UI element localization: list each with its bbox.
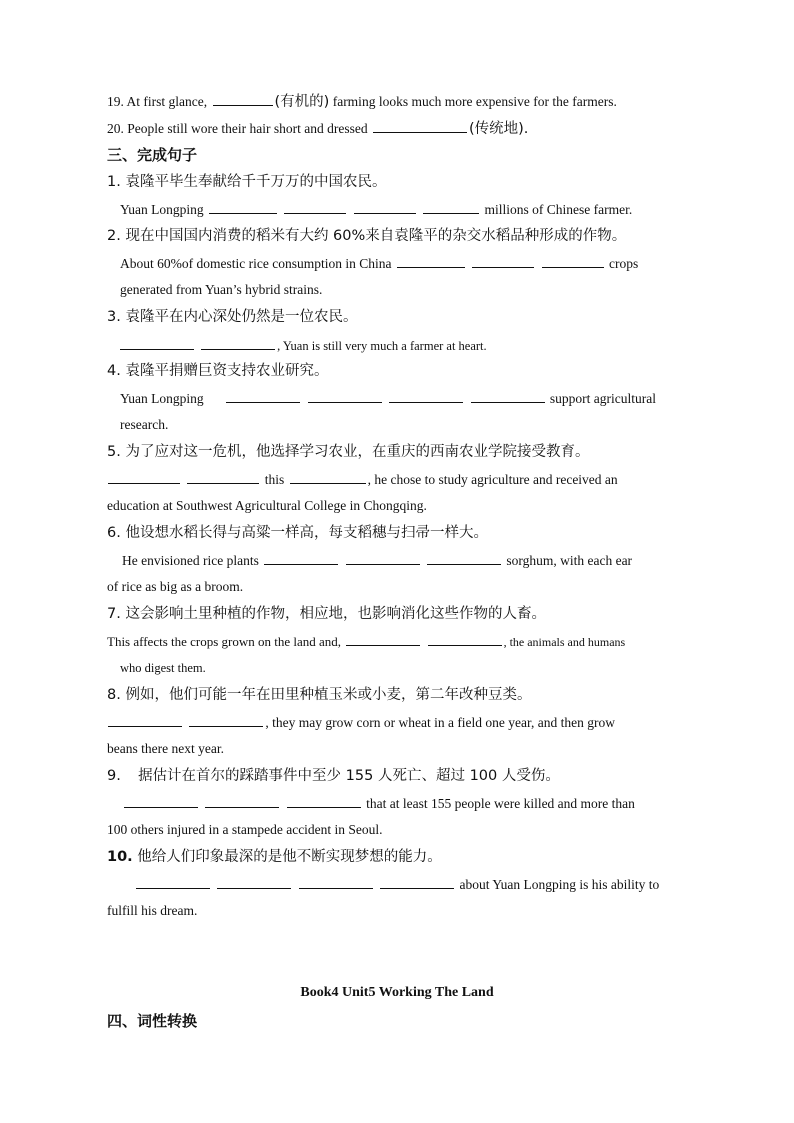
item-19	[107, 92, 617, 111]
answer-blank[interactable]	[108, 713, 182, 727]
item-10-en-cont: fulfill his dream.	[107, 903, 198, 918]
answer-blank[interactable]	[346, 551, 420, 565]
chinese-sentence: 这会影响土里种植的作物，相应地，也影响消化这些作物的人畜。	[125, 606, 546, 622]
item-8-en-cont: beans there next year.	[107, 741, 224, 756]
item-5-zh	[107, 443, 589, 461]
answer-blank[interactable]	[423, 200, 479, 214]
item-3-zh	[107, 308, 357, 326]
item-8-en	[106, 713, 615, 732]
item-number: 2.	[107, 228, 121, 244]
section-heading: 四、词性转换	[107, 1012, 198, 1030]
answer-blank[interactable]	[472, 254, 534, 268]
answer-blank[interactable]	[189, 713, 263, 727]
answer-blank[interactable]	[471, 389, 545, 403]
sentence-text: Yuan Longping	[120, 391, 204, 406]
item-4-zh	[107, 362, 328, 380]
answer-blank[interactable]	[428, 632, 502, 646]
item-4-en	[120, 389, 656, 408]
item-number: 8.	[107, 687, 121, 703]
item-number: 9.	[107, 768, 121, 784]
item-6-en	[122, 551, 632, 570]
hint-text: (传统地).	[468, 121, 529, 137]
unit-title: Book4 Unit5 Working The Land	[300, 985, 494, 1000]
sentence-text: About 60%of domestic rice consumption in China	[120, 256, 392, 271]
sentence-text: , Yuan is still very much a farmer at heart.	[277, 339, 487, 353]
item-text: At first glance,	[126, 94, 208, 109]
sentence-text: , they may grow corn or wheat in a field one year, and then grow	[265, 715, 615, 730]
answer-blank[interactable]	[389, 389, 463, 403]
sentence-text: , the animals and humans	[503, 635, 626, 649]
sentence-text: millions of Chinese farmer.	[484, 202, 633, 217]
sentence-text: support agricultural	[549, 391, 656, 406]
item-5-en-cont: education at Southwest Agricultural College in Chongqing.	[107, 498, 427, 513]
item-4-en-cont: research.	[120, 417, 169, 432]
answer-blank[interactable]	[213, 92, 273, 106]
item-1-zh	[107, 173, 386, 191]
item-6-zh	[107, 524, 488, 542]
item-text: People still wore their hair short and dressed	[127, 121, 368, 136]
sentence-text: about Yuan Longping is his ability to	[459, 877, 660, 892]
chinese-sentence: 现在中国国内消费的稻米有大约 60%来自袁隆平的杂交水稻品种形成的作物。	[125, 228, 627, 244]
answer-blank[interactable]	[542, 254, 604, 268]
item-number: 20.	[107, 121, 124, 136]
item-9-en-cont: 100 others injured in a stampede accident in Seoul.	[107, 822, 383, 837]
item-number: 5.	[107, 444, 121, 460]
answer-blank[interactable]	[264, 551, 338, 565]
answer-blank[interactable]	[290, 470, 366, 484]
sentence-text: sorghum, with each ear	[506, 553, 633, 568]
answer-blank[interactable]	[397, 254, 465, 268]
chinese-sentence: 袁隆平捐赠巨资支持农业研究。	[125, 363, 329, 379]
answer-blank[interactable]	[346, 632, 420, 646]
sentence-text: , he chose to study agriculture and received an	[367, 472, 618, 487]
item-8-zh	[107, 686, 531, 704]
answer-blank[interactable]	[136, 875, 210, 889]
item-2-zh	[107, 227, 626, 245]
answer-blank[interactable]	[287, 794, 361, 808]
sentence-text: crops	[608, 256, 639, 271]
answer-blank[interactable]	[201, 336, 275, 350]
chinese-sentence: 他设想水稻长得与高粱一样高，每支稻穗与扫帚一样大。	[125, 525, 488, 541]
answer-blank[interactable]	[284, 200, 346, 214]
item-number: 7.	[107, 606, 121, 622]
item-10-zh	[107, 848, 442, 866]
answer-blank[interactable]	[299, 875, 373, 889]
answer-blank[interactable]	[217, 875, 291, 889]
item-number: 3.	[107, 309, 121, 325]
answer-blank[interactable]	[308, 389, 382, 403]
answer-blank[interactable]	[205, 794, 279, 808]
answer-blank[interactable]	[187, 470, 259, 484]
item-number: 10.	[107, 849, 133, 865]
answer-blank[interactable]	[108, 470, 180, 484]
item-5-en	[106, 470, 618, 489]
answer-blank[interactable]	[380, 875, 454, 889]
item-number: 4.	[107, 363, 121, 379]
answer-blank[interactable]	[373, 119, 467, 133]
item-text: farming looks much more expensive for the farmers.	[332, 94, 617, 109]
item-9-en	[122, 794, 635, 813]
item-7-zh	[107, 605, 546, 623]
item-10-en	[134, 875, 659, 894]
item-number: 1.	[107, 174, 121, 190]
sentence-text: He envisioned rice plants	[122, 553, 259, 568]
item-6-en-cont: of rice as big as a broom.	[107, 579, 244, 594]
sentence-text: Yuan Longping	[120, 202, 204, 217]
chinese-sentence: 据估计在首尔的踩踏事件中至少 155 人死亡、超过 100 人受伤。	[138, 768, 560, 784]
item-1-en	[120, 200, 632, 219]
answer-blank[interactable]	[226, 389, 300, 403]
item-7-en-cont: who digest them.	[120, 661, 206, 675]
chinese-sentence: 例如，他们可能一年在田里种植玉米或小麦，第二年改种豆类。	[125, 687, 532, 703]
item-9-zh	[107, 767, 560, 785]
chinese-sentence: 袁隆平在内心深处仍然是一位农民。	[125, 309, 358, 325]
answer-blank[interactable]	[124, 794, 198, 808]
hint-text: (有机的)	[274, 94, 330, 110]
chinese-sentence: 为了应对这一危机，他选择学习农业，在重庆的西南农业学院接受教育。	[125, 444, 590, 460]
sentence-text: that at least 155 people were killed and more than	[366, 796, 635, 811]
item-3-en	[118, 336, 487, 355]
chinese-sentence: 他给人们印象最深的是他不断实现梦想的能力。	[137, 849, 442, 865]
item-2-en	[120, 254, 638, 273]
sentence-text: this	[264, 472, 285, 487]
answer-blank[interactable]	[209, 200, 277, 214]
item-7-en	[107, 632, 625, 651]
chinese-sentence: 袁隆平毕生奉献给千千万万的中国农民。	[125, 174, 387, 190]
answer-blank[interactable]	[427, 551, 501, 565]
item-20	[107, 119, 528, 138]
sentence-text: This affects the crops grown on the land and,	[107, 634, 342, 649]
item-number: 6.	[107, 525, 121, 541]
item-number: 19.	[107, 94, 124, 109]
answer-blank[interactable]	[120, 336, 194, 350]
item-2-en-cont: generated from Yuan’s hybrid strains.	[120, 282, 323, 297]
section-heading: 三、完成句子	[107, 146, 198, 164]
answer-blank[interactable]	[354, 200, 416, 214]
